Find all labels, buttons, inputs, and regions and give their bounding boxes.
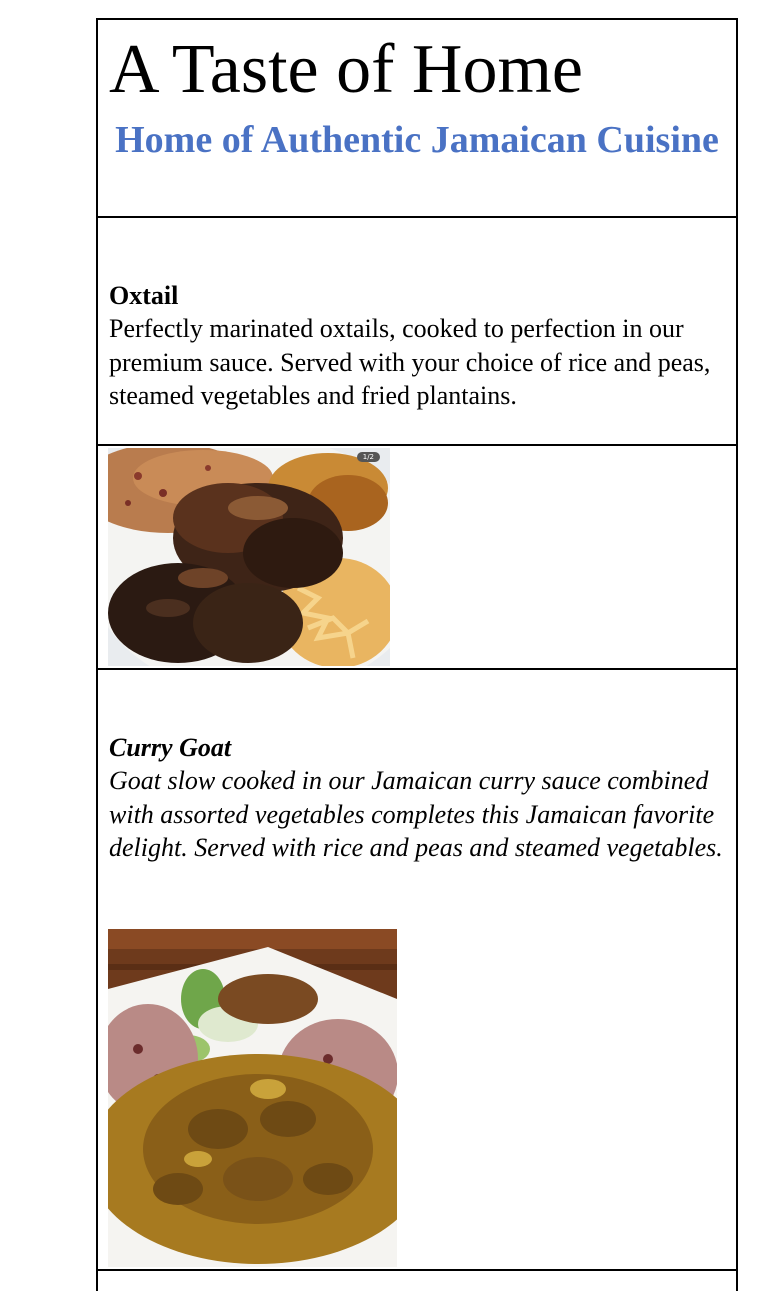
menu-table: [96, 18, 738, 1291]
dish-text-block: [109, 732, 729, 865]
menu-item-oxtail: [98, 218, 736, 446]
page-subtitle: Home of Authentic Jamaican Cuisine: [115, 119, 719, 161]
oxtail-photo: [108, 448, 390, 666]
curry-goat-photo-illustration: [108, 929, 397, 1267]
menu-item-oxtail-photo-cell: [98, 446, 736, 670]
next-menu-item-cell: [98, 1271, 736, 1291]
page-title: A Taste of Home: [109, 31, 584, 108]
menu-item-curry-goat: [98, 670, 736, 1271]
oxtail-photo-illustration: [108, 448, 390, 666]
curry-goat-photo: [108, 929, 397, 1267]
dish-name: Oxtail: [109, 281, 179, 310]
dish-text-block: [109, 280, 729, 413]
dish-name: Curry Goat: [109, 733, 232, 762]
header-cell: [98, 20, 736, 218]
photo-counter-badge: 1/2: [357, 452, 380, 462]
dish-description: Perfectly marinated oxtails, cooked to perfection in our premium sauce. Served with your choice of rice and peas, steamed vegetables and fried plantains.: [109, 314, 711, 410]
dish-description: Goat slow cooked in our Jamaican curry sauce combined with assorted vegetables completes this Jamaican favorite delight. Served with rice and peas and steamed vegetables.: [109, 766, 723, 862]
